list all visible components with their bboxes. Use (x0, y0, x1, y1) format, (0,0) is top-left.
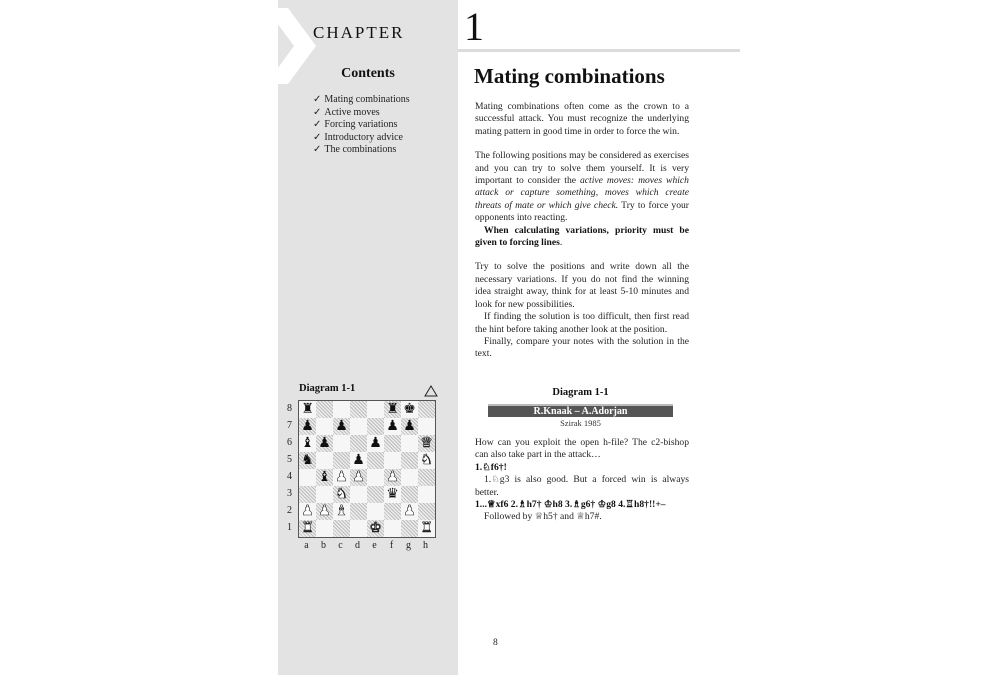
page-number: 8 (493, 638, 498, 648)
rank-label: 5 (287, 454, 292, 465)
chess-piece-icon: ♝ (335, 503, 348, 519)
square-e5 (367, 452, 384, 469)
chess-piece-icon: ♟ (386, 418, 399, 434)
square-f4 (384, 469, 401, 486)
contents-item: ✓ Forcing variations (313, 119, 398, 130)
square-g8 (401, 401, 418, 418)
square-g3 (401, 486, 418, 503)
chess-piece-icon: ♟ (301, 503, 314, 519)
square-c5 (333, 452, 350, 469)
square-h1 (418, 520, 435, 537)
square-d5 (350, 452, 367, 469)
paragraph: When calculating variations, priority must be given to forcing lines. (475, 224, 689, 249)
chapter-label: CHAPTER (313, 23, 405, 42)
square-b4 (316, 469, 333, 486)
square-b3 (316, 486, 333, 503)
contents-item: ✓ Introductory advice (313, 131, 403, 143)
diagram-title: Diagram 1-1 (299, 383, 356, 394)
solution-text (475, 437, 689, 524)
square-b7 (316, 418, 333, 435)
paragraph: 1.♘g3 is also good. But a forced win is always better. (475, 474, 689, 498)
square-g1 (401, 520, 418, 537)
square-h3 (418, 486, 435, 503)
check-icon: ✓ (313, 144, 322, 155)
check-icon: ✓ (313, 106, 322, 118)
paragraph: The following positions may be considered as exercises and you can try to solve them yourself. It is very important to consider the active moves: moves which attack or capture something, moves which create threats of mate or which give check. Try to force your opponents into reacting. (475, 150, 690, 224)
square-b5 (316, 452, 333, 469)
square-a5 (299, 452, 316, 469)
square-h6 (418, 435, 435, 452)
rank-label: 3 (287, 488, 292, 499)
chess-piece-icon: ♜ (420, 520, 433, 536)
paragraph: If finding the solution is too difficult, then first read the hint before taking another look at the position. (475, 311, 689, 335)
square-g5 (401, 452, 418, 469)
rank-labels (287, 400, 292, 536)
square-d1 (350, 520, 367, 537)
square-c7 (333, 418, 350, 435)
square-e1 (367, 520, 384, 537)
square-c4 (333, 469, 350, 486)
square-c1 (333, 520, 350, 537)
paragraph: Finally, compare your notes with the solution in the text. (475, 335, 689, 360)
file-label: a (304, 540, 309, 551)
square-b2 (316, 503, 333, 520)
square-a6 (299, 435, 316, 452)
chess-piece-icon: ♟ (335, 469, 348, 485)
paragraph: Try to solve the positions and write down all the necessary variations. If you do not find the winning idea straight away, think for at least 5-10 minutes and look for new possibilities. (475, 261, 689, 310)
paragraph: Mating combinations often come as the crown to a successful attack. You must recognize the underlying mating pattern in good time in order to force the win. (475, 101, 689, 137)
file-label: f (389, 540, 394, 551)
square-a7 (299, 418, 316, 435)
paragraph: How can you exploit the open h-file? The c2-bishop can also take part in the attack… (475, 437, 689, 461)
chess-piece-icon: ♟ (318, 435, 331, 451)
square-b8 (316, 401, 333, 418)
file-label: b (321, 540, 326, 551)
chess-piece-icon: ♟ (352, 469, 365, 485)
square-c6 (333, 435, 350, 452)
file-label: h (423, 540, 428, 551)
page-title: Mating combinations (474, 64, 665, 88)
square-b1 (316, 520, 333, 537)
chess-piece-icon: ♚ (403, 401, 416, 417)
square-a4 (299, 469, 316, 486)
square-a2 (299, 503, 316, 520)
square-d6 (350, 435, 367, 452)
chess-board (298, 400, 436, 538)
contents-item: ✓ Mating combinations (313, 94, 410, 105)
players-bar: R.Knaak – A.Adorjan (488, 404, 673, 417)
square-g6 (401, 435, 418, 452)
square-e8 (367, 401, 384, 418)
square-d4 (350, 469, 367, 486)
square-e7 (367, 418, 384, 435)
chess-piece-icon: ♞ (335, 486, 348, 502)
chess-piece-icon: ♜ (386, 401, 399, 417)
chess-piece-icon: ♛ (386, 486, 399, 502)
header-rule (458, 49, 740, 52)
rank-label: 8 (287, 403, 292, 414)
chess-piece-icon: ♚ (369, 520, 382, 536)
file-label: e (372, 540, 377, 551)
chess-piece-icon: ♜ (301, 401, 314, 417)
rank-label: 6 (287, 437, 292, 448)
contents-list (313, 94, 410, 157)
rank-label: 2 (287, 505, 292, 516)
chess-piece-icon: ♟ (352, 452, 365, 468)
chess-piece-icon: ♛ (420, 435, 433, 451)
triangle-white-to-move-icon (424, 382, 438, 401)
square-h2 (418, 503, 435, 520)
chess-piece-icon: ♞ (301, 452, 314, 468)
square-h8 (418, 401, 435, 418)
chess-piece-icon: ♟ (403, 418, 416, 434)
check-icon: ✓ (313, 94, 322, 105)
square-f3 (384, 486, 401, 503)
chess-piece-icon: ♞ (420, 452, 433, 468)
square-f7 (384, 418, 401, 435)
square-f1 (384, 520, 401, 537)
square-e2 (367, 503, 384, 520)
square-g7 (401, 418, 418, 435)
chess-piece-icon: ♟ (386, 469, 399, 485)
contents-title: Contents (341, 66, 395, 81)
chess-piece-icon: ♜ (301, 520, 314, 536)
chess-piece-icon: ♟ (403, 503, 416, 519)
square-g4 (401, 469, 418, 486)
square-h5 (418, 452, 435, 469)
event-label: Szirak 1985 (560, 418, 601, 428)
square-h4 (418, 469, 435, 486)
square-e4 (367, 469, 384, 486)
square-d7 (350, 418, 367, 435)
square-c2 (333, 503, 350, 520)
move-line: 1...♕xf6 2.♗h7† ♔h8 3.♗g6† ♔g8 4.♖h8†!!+– (475, 499, 666, 511)
square-e3 (367, 486, 384, 503)
chapter-number: 1 (464, 4, 484, 49)
square-f6 (384, 435, 401, 452)
square-f2 (384, 503, 401, 520)
square-d2 (350, 503, 367, 520)
contents-item: ✓ The combinations (313, 144, 397, 155)
square-b6 (316, 435, 333, 452)
file-label: c (338, 540, 343, 551)
square-h7 (418, 418, 435, 435)
square-c3 (333, 486, 350, 503)
diagram-caption-title: Diagram 1-1 (552, 387, 609, 398)
square-c8 (333, 401, 350, 418)
chess-piece-icon: ♟ (318, 503, 331, 519)
square-a1 (299, 520, 316, 537)
square-a8 (299, 401, 316, 418)
move-line: 1.♘f6†! (475, 461, 507, 473)
file-label: d (355, 540, 360, 551)
chess-piece-icon: ♝ (318, 469, 331, 485)
file-labels (298, 540, 434, 551)
square-g2 (401, 503, 418, 520)
file-label: g (406, 540, 411, 551)
rank-label: 1 (287, 522, 292, 533)
chess-piece-icon: ♝ (301, 435, 314, 451)
chess-piece-icon: ♟ (301, 418, 314, 434)
square-d8 (350, 401, 367, 418)
square-f8 (384, 401, 401, 418)
paragraph: Followed by ♕h5† and ♕h7#. (484, 511, 602, 523)
contents-item: ✓ Active moves (313, 106, 380, 118)
body-text (475, 101, 689, 361)
check-icon: ✓ (313, 131, 322, 143)
square-e6 (367, 435, 384, 452)
square-a3 (299, 486, 316, 503)
chess-piece-icon: ♟ (369, 435, 382, 451)
square-d3 (350, 486, 367, 503)
square-f5 (384, 452, 401, 469)
rank-label: 7 (287, 420, 292, 431)
rank-label: 4 (287, 471, 292, 482)
chess-piece-icon: ♟ (335, 418, 348, 434)
check-icon: ✓ (313, 119, 322, 130)
